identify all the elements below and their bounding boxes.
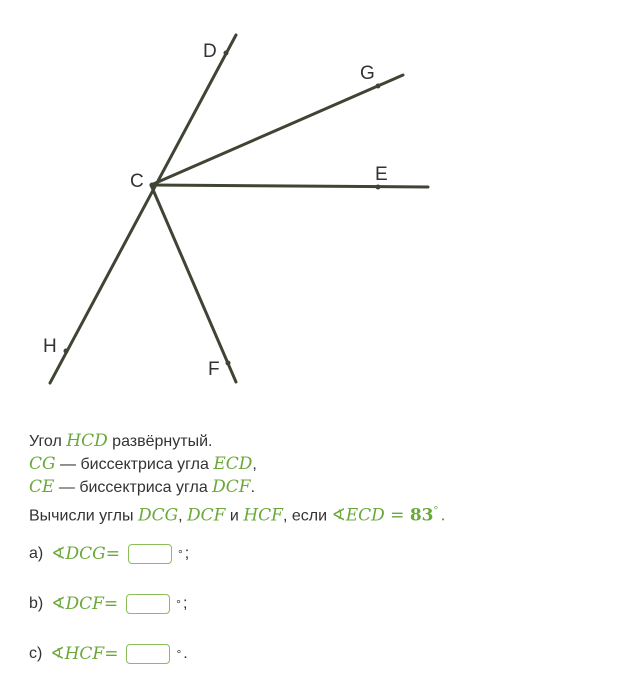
point-d [224, 51, 229, 56]
text: и [225, 507, 244, 525]
point-h [64, 349, 69, 354]
text: — биссектриса угла [55, 456, 214, 473]
text: — биссектриса угла [54, 479, 213, 496]
task-prefix: c) [29, 645, 43, 662]
answer-input-dcf[interactable] [126, 594, 170, 614]
statement-line-1 [29, 430, 446, 453]
angle-icon: ∢ [51, 594, 66, 614]
degree-sign: ° [176, 597, 181, 611]
answer-input-dcg[interactable] [128, 544, 172, 564]
text: , [252, 456, 257, 473]
math-angle-name: DCG [137, 505, 179, 526]
statement-line-4 [29, 499, 446, 527]
math-equals: = [384, 505, 410, 526]
answer-input-hcf[interactable] [126, 644, 170, 664]
text: ; [184, 545, 190, 562]
point-f [226, 361, 231, 366]
degree-sign: ° [177, 547, 183, 561]
math-angle-name: DCF [187, 505, 226, 526]
angle-icon: ∢ [51, 544, 66, 564]
math-angle-name: HCF [243, 505, 283, 526]
label-c: C [130, 171, 144, 192]
statement-line-3 [29, 476, 446, 499]
point-c [150, 183, 155, 188]
label-g: G [360, 63, 375, 84]
math-angle-name: DCG [65, 544, 106, 564]
task-c [29, 644, 188, 664]
point-e [376, 185, 381, 190]
math-ray-name: CG [29, 454, 56, 474]
text: , [178, 507, 188, 525]
task-prefix: b) [29, 595, 44, 612]
math-equals: = [103, 594, 119, 614]
label-e: E [375, 164, 388, 185]
text: . [440, 505, 446, 526]
text: , если [282, 507, 332, 525]
degree-sign: ° [176, 647, 182, 661]
math-angle-name: DCF [212, 477, 251, 497]
point-g [376, 84, 381, 89]
label-f: F [208, 359, 220, 380]
math-angle-name: HCF [64, 644, 105, 664]
ray-cf [151, 185, 236, 382]
task-b [29, 594, 187, 614]
ray-cg [151, 75, 403, 185]
task-prefix: a) [29, 545, 44, 562]
text: . [183, 645, 188, 662]
problem-statement [29, 430, 446, 527]
angle-icon: ∢ [50, 644, 65, 664]
task-a [29, 544, 189, 564]
text: Вычисли углы [29, 507, 138, 525]
math-equals: = [104, 644, 119, 664]
math-equals: = [105, 544, 120, 564]
statement-line-2 [29, 453, 446, 476]
math-ray-name: CE [29, 477, 55, 497]
math-angle-name: HCD [66, 431, 108, 451]
line-hd [50, 35, 236, 383]
angle-icon: ∢ [331, 505, 346, 526]
text: Угол [29, 433, 67, 450]
math-angle-name: DCF [65, 594, 104, 614]
label-h: H [43, 336, 57, 357]
text: ; [182, 595, 188, 612]
degree-sign: ° [433, 503, 439, 517]
math-angle-name: ECD [345, 505, 385, 526]
text: . [250, 479, 256, 496]
ray-ce [151, 185, 428, 187]
given-value: 83 [409, 505, 434, 526]
label-d: D [203, 41, 217, 62]
text: развёрнутый. [107, 433, 213, 450]
math-angle-name: ECD [213, 454, 253, 474]
